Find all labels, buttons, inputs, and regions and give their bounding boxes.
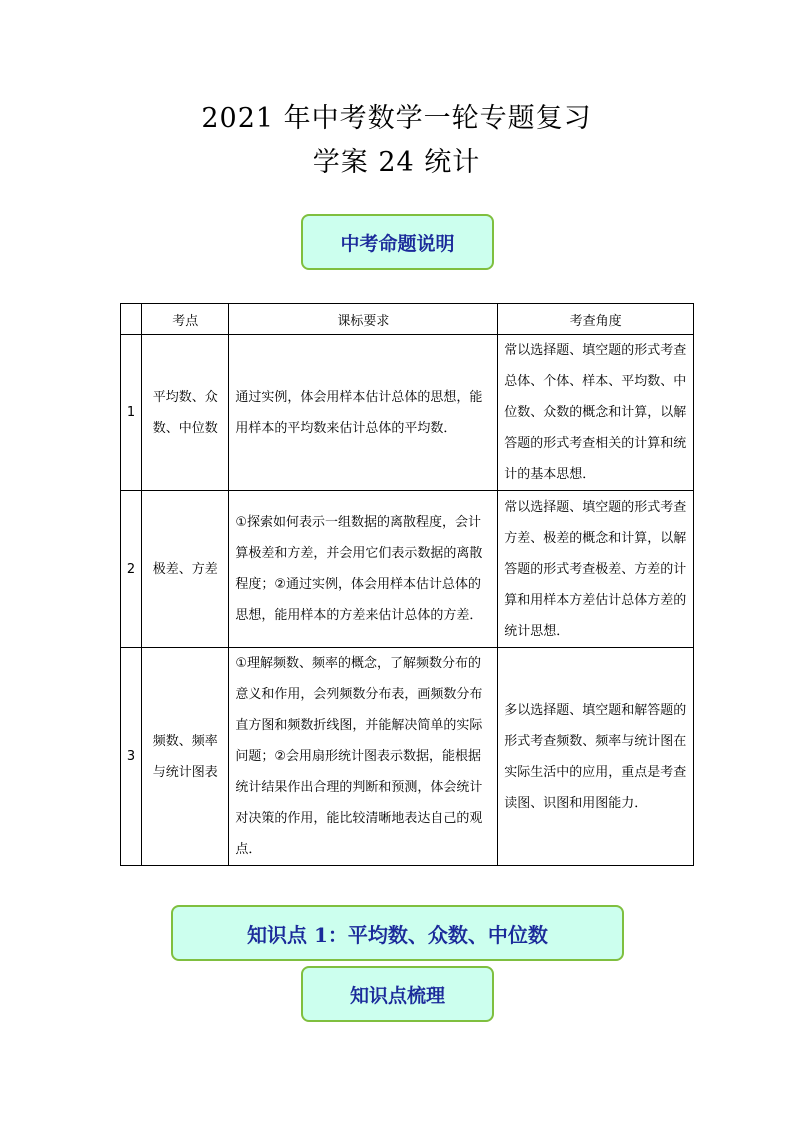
table-row — [121, 491, 694, 648]
row-angle: 常以选择题、填空题的形式考查总体、个体、样本、平均数、中位数、众数的概念和计算，以解答题的形式考查相关的计算和统计的基本思想． — [498, 335, 694, 491]
table-row — [121, 648, 694, 866]
row-topic: 频数、频率与统计图表 — [142, 648, 229, 866]
section-box-label: 中考命题说明 — [340, 232, 455, 255]
row-angle: 常以选择题、填空题的形式考查方差、极差的概念和计算，以解答题的形式考查极差、方差的计算和用样本方差估计总体方差的统计思想． — [498, 491, 694, 648]
table-row — [121, 335, 694, 491]
row-topic: 平均数、众数、中位数 — [142, 335, 229, 491]
row-requirement: 通过实例，体会用样本估计总体的思想，能用样本的平均数来估计总体的平均数． — [229, 335, 498, 491]
knowledge-point-label: 知识点 1：平均数、众数、中位数 — [247, 922, 548, 947]
exam-spec-table — [120, 303, 694, 866]
row-topic: 极差、方差 — [142, 491, 229, 648]
table-header-row — [121, 304, 694, 335]
row-angle: 多以选择题、填空题和解答题的形式考查频数、频率与统计图在实际生活中的应用，重点是考查读图、识图和用图能力． — [498, 648, 694, 866]
knowledge-summary-label: 知识点梳理 — [349, 984, 445, 1007]
row-requirement: ①理解频数、频率的概念，了解频数分布的意义和作用，会列频数分布表，画频数分布直方图和频数折线图，并能解决简单的实际问题；②会用扇形统计图表示数据，能根据统计结果作出合理的判断和预测，体会统计对决策的作用，能比较清晰地表达自己的观点． — [229, 648, 498, 866]
knowledge-point-box — [171, 905, 624, 961]
row-index: 3 — [121, 648, 142, 866]
row-index: 2 — [121, 491, 142, 648]
header-requirement: 课标要求 — [229, 304, 498, 335]
row-index: 1 — [121, 335, 142, 491]
header-topic: 考点 — [142, 304, 229, 335]
row-requirement: ①探索如何表示一组数据的离散程度，会计算极差和方差，并会用它们表示数据的离散程度；②通过实例，体会用样本估计总体的思想，能用样本的方差来估计总体的方差． — [229, 491, 498, 648]
section-box-exam-description — [301, 214, 494, 270]
document-title-line2: 学案 24 统计 — [312, 147, 481, 178]
header-angle: 考查角度 — [498, 304, 694, 335]
knowledge-summary-box — [301, 966, 494, 1022]
document-title-line1: 2021 年中考数学一轮专题复习 — [201, 103, 592, 134]
header-index — [121, 304, 142, 335]
